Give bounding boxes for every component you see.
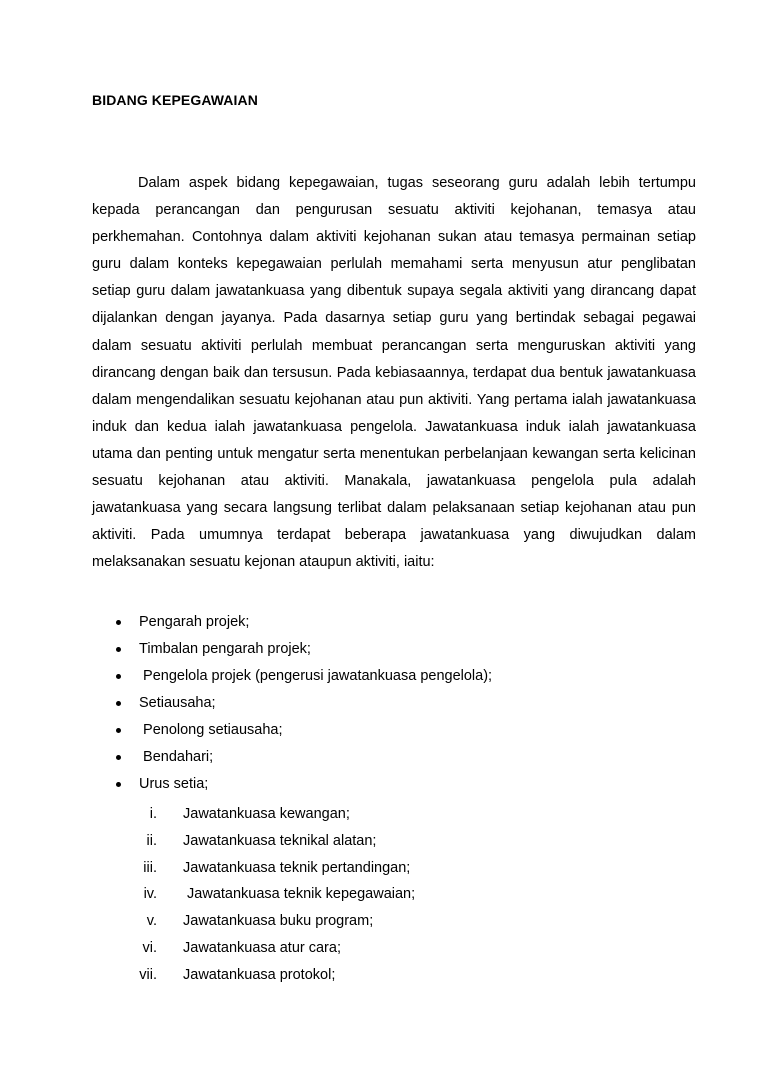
list-item: [92, 690, 492, 717]
list-item-text: Bendahari;: [139, 749, 214, 765]
roman-numeral: ii.: [146, 832, 157, 849]
sub-list-item: [92, 881, 415, 908]
roman-numeral: i.: [149, 806, 157, 822]
bullet-icon: [116, 674, 121, 679]
document-title: BIDANG KEPEGAWAIAN: [92, 92, 258, 108]
sub-list-item-text: Jawatankuasa buku program;: [183, 913, 374, 930]
list-item: [92, 609, 492, 636]
roman-numeral: iv.: [143, 886, 157, 903]
sub-list-item-text: Jawatankuasa teknik pertandingan;: [183, 859, 411, 876]
list-item: [92, 744, 492, 771]
list-item-text: Timbalan pengarah projek;: [139, 641, 311, 657]
sub-list-item: [92, 828, 415, 855]
list-item-text: Urus setia;: [139, 776, 209, 792]
sub-list-item: [92, 801, 415, 828]
list-item-text: Setiausaha;: [139, 695, 216, 711]
sub-list-item-text: Jawatankuasa protokol;: [183, 966, 336, 983]
urus-setia-sublist: [92, 801, 415, 989]
bullet-icon: [116, 782, 121, 787]
list-item: [92, 663, 492, 690]
list-item: [92, 771, 492, 798]
sub-list-item-text: Jawatankuasa teknikal alatan;: [183, 832, 377, 849]
sub-list-item: [92, 962, 415, 989]
roman-numeral: vi.: [142, 939, 157, 956]
list-item: [92, 636, 492, 663]
bullet-icon: [116, 728, 121, 733]
list-item-text: Penolong setiausaha;: [139, 722, 283, 738]
list-item-text: Pengarah projek;: [139, 614, 250, 630]
bullet-icon: [116, 755, 121, 760]
list-item: [92, 717, 492, 744]
sub-list-item: [92, 908, 415, 935]
sub-list-item: [92, 855, 415, 882]
body-paragraph: Dalam aspek bidang kepegawaian, tugas seseorang guru adalah lebih tertumpu kepada perancangan dan pengurusan sesuatu aktiviti kejohanan, temasya atau perkhemahan. Contohnya dalam aktiviti kejohanan sukan atau temasya permainan setiap guru dalam konteks kepegawaian perlulah memahami serta menyusun atur penglibatan setiap guru dalam jawatankuasa yang dibentuk supaya segala aktiviti yang dirancang dapat dijalankan dengan jayanya. Pada dasarnya setiap guru yang bertindak sebagai pegawai dalam sesuatu aktiviti perlulah membuat perancangan serta menguruskan aktiviti yang dirancang dengan baik dan tersusun. Pada kebiasaannya, terdapat dua bentuk jawatankuasa dalam mengendalikan sesuatu kejohanan atau pun aktiviti. Yang pertama ialah jawatankuasa induk dan kedua ialah jawatankuasa pengelola. Jawatankuasa induk ialah jawatankuasa utama dan penting untuk mengatur serta menentukan perbelanjaan kewangan serta kelicinan sesuatu kejohanan atau aktiviti. Manakala, jawatankuasa pengelola pula adalah jawatankuasa yang secara langsung terlibat dalam pelaksanaan setiap kejohanan atau pun aktiviti. Pada umumnya terdapat beberapa jawatankuasa yang diwujudkan dalam melaksanakan sesuatu kejonan ataupun aktiviti, iaitu:: [92, 175, 696, 571]
list-item-text: Pengelola projek (pengerusi jawatankuasa pengelola);: [139, 668, 493, 684]
sub-list-item-text: Jawatankuasa teknik kepegawaian;: [183, 886, 416, 903]
roman-numeral: v.: [146, 913, 157, 930]
sub-list-item-text: Jawatankuasa kewangan;: [183, 806, 350, 822]
bullet-icon: [116, 647, 121, 652]
roman-numeral: iii.: [143, 859, 157, 876]
sub-list-item-text: Jawatankuasa atur cara;: [183, 939, 341, 956]
committee-bullet-list: [92, 609, 492, 798]
bullet-icon: [116, 620, 121, 625]
sub-list-item: [92, 935, 415, 962]
roman-numeral: vii.: [139, 966, 157, 983]
bullet-icon: [116, 701, 121, 706]
